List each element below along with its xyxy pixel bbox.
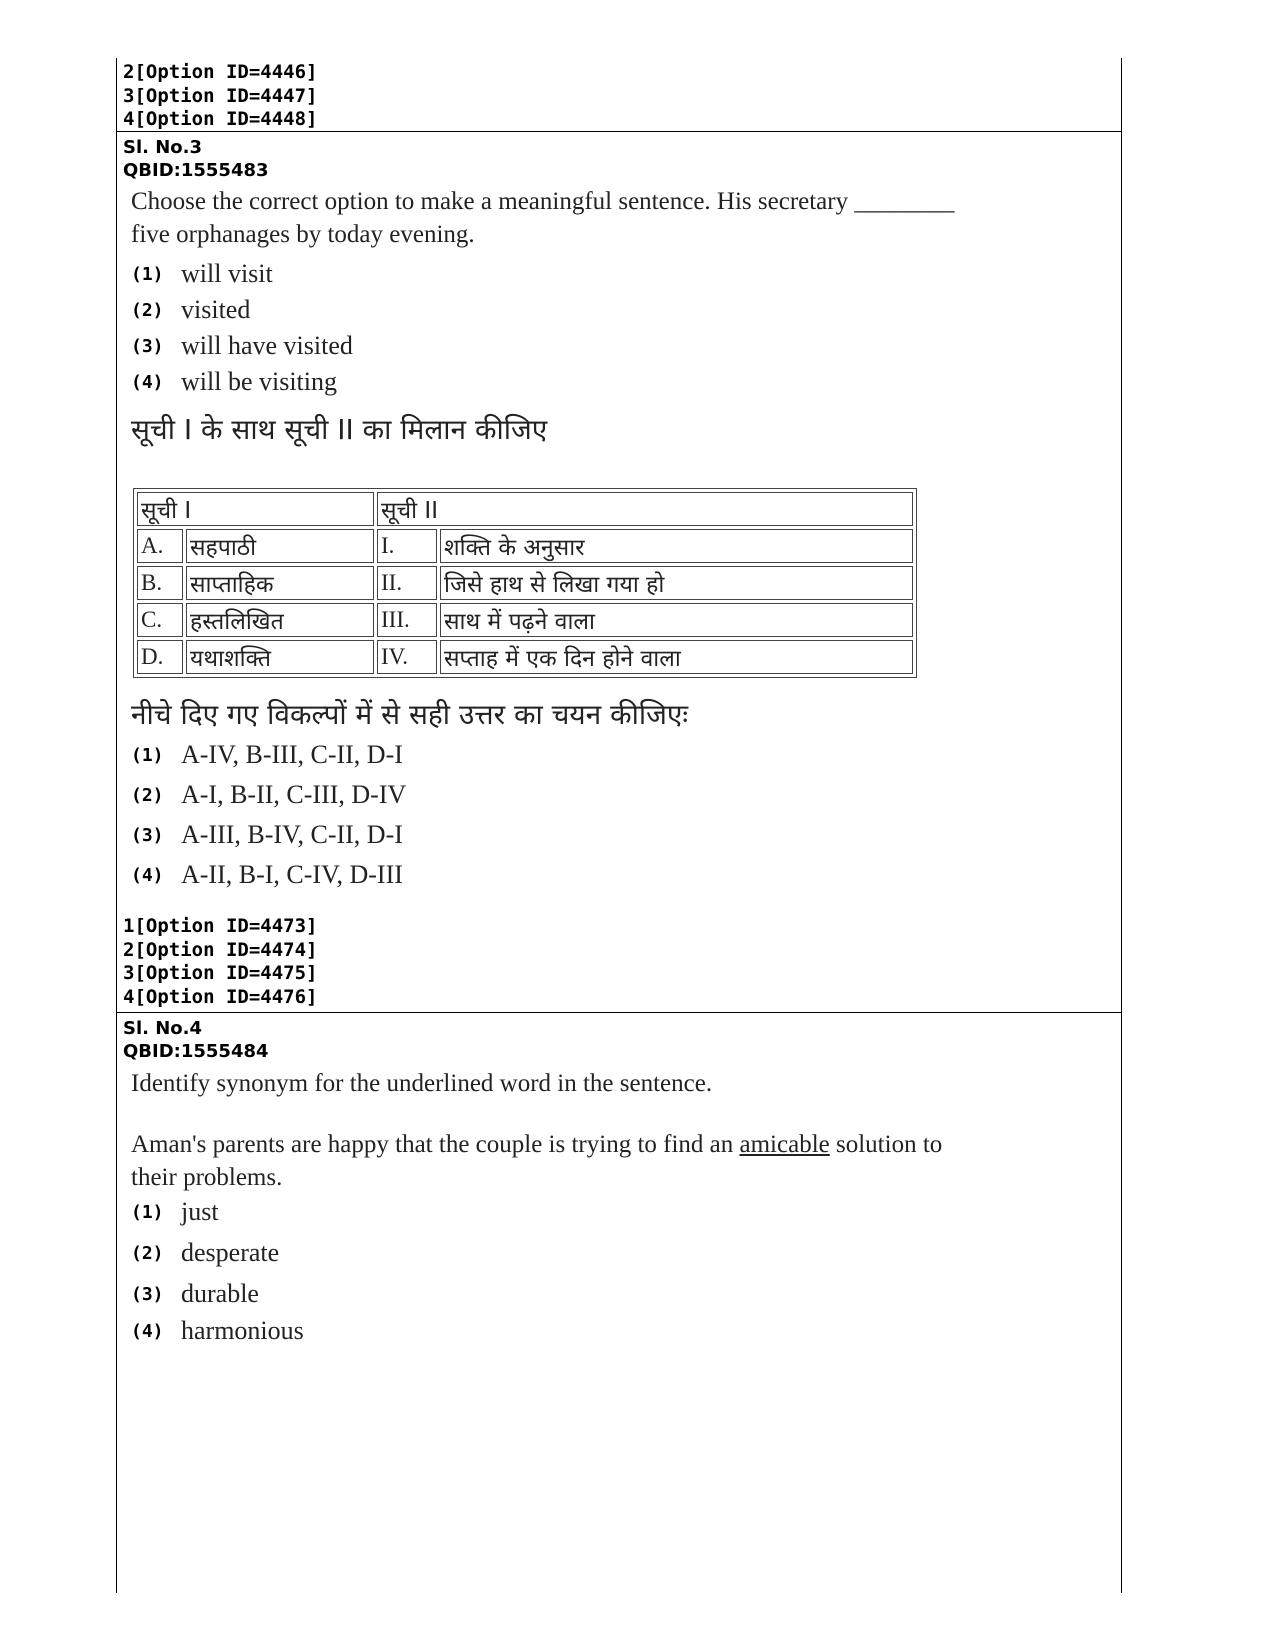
- option-id-line: 3[Option ID=4475]: [123, 962, 318, 984]
- match-option-4: [131, 857, 403, 893]
- option-number: (4): [131, 864, 164, 886]
- table-cell: D.: [137, 640, 183, 674]
- table-row: [137, 640, 913, 674]
- option-3: [131, 1276, 259, 1312]
- option-id-line: 1[Option ID=4473]: [123, 915, 318, 937]
- divider: [117, 1012, 1121, 1013]
- serial-number: Sl. No.4: [123, 1018, 203, 1039]
- option-2: [131, 292, 250, 328]
- table-cell: I.: [377, 529, 437, 563]
- table-header-cell: सूची II: [377, 492, 913, 526]
- option-number: (3): [131, 1283, 164, 1305]
- option-number: (2): [131, 784, 164, 806]
- option-id-line: 3[Option ID=4447]: [123, 84, 318, 107]
- qbid: QBID:1555484: [123, 1041, 269, 1062]
- match-option-2: [131, 777, 406, 813]
- question-3-text: [131, 185, 954, 251]
- table-cell: A.: [137, 529, 183, 563]
- table-cell: C.: [137, 603, 183, 637]
- match-heading: सूची I के साथ सूची II का मिलान कीजिए: [131, 413, 548, 446]
- question-text-line: Choose the correct option to make a meaningful sentence. His secretary ________: [131, 188, 955, 215]
- table-header-cell: सूची I: [137, 492, 374, 526]
- table-row: [137, 603, 913, 637]
- match-option-1: [131, 737, 403, 773]
- option-text: visited: [181, 295, 251, 324]
- option-number: (4): [131, 371, 164, 393]
- previous-option-ids: [117, 61, 1121, 132]
- option-id-line: 4[Option ID=4448]: [123, 108, 318, 130]
- divider: [117, 131, 1121, 132]
- table-row: [137, 566, 913, 600]
- option-text: will be visiting: [181, 367, 337, 396]
- table-cell: यथाशक्ति: [186, 640, 374, 674]
- question-3-option-ids: [117, 915, 1121, 1009]
- option-text: A-II, B-I, C-IV, D-III: [181, 860, 403, 889]
- option-number: (2): [131, 299, 164, 321]
- option-number: (1): [131, 263, 164, 285]
- choose-instruction: नीचे दिए गए विकल्पों में से सही उत्तर का चयन कीजिएः: [131, 698, 689, 731]
- question-text-line: five orphanages by today evening.: [131, 221, 475, 248]
- option-number: (3): [131, 335, 164, 357]
- table-cell: III.: [377, 603, 437, 637]
- table-cell: B.: [137, 566, 183, 600]
- table-cell: जिसे हाथ से लिखा गया हो: [440, 566, 913, 600]
- option-id-line: 4[Option ID=4476]: [123, 985, 318, 1008]
- option-number: (4): [131, 1320, 164, 1342]
- option-2: [131, 1235, 279, 1271]
- option-1: [131, 256, 273, 292]
- option-text: will visit: [181, 259, 273, 288]
- option-text: durable: [181, 1279, 259, 1308]
- table-cell: IV.: [377, 640, 437, 674]
- option-text: A-I, B-II, C-III, D-IV: [181, 780, 407, 809]
- option-1: [131, 1194, 219, 1230]
- question-4-instruction: Identify synonym for the underlined word in the sentence.: [131, 1070, 713, 1097]
- table-header-row: [137, 492, 913, 526]
- table-cell: साप्ताहिक: [186, 566, 374, 600]
- option-4: [131, 364, 337, 400]
- question-4-sentence: [131, 1128, 942, 1194]
- table-cell: साथ में पढ़ने वाला: [440, 603, 913, 637]
- option-text: A-III, B-IV, C-II, D-I: [181, 820, 403, 849]
- option-4: [131, 1313, 304, 1349]
- option-3: [131, 328, 353, 364]
- option-number: (2): [131, 1242, 164, 1264]
- table-cell: शक्ति के अनुसार: [440, 529, 913, 563]
- sentence-line: [131, 1128, 942, 1161]
- match-table: [133, 488, 917, 678]
- option-id-line: 2[Option ID=4446]: [123, 61, 318, 83]
- serial-number: Sl. No.3: [123, 137, 203, 158]
- table-cell: II.: [377, 566, 437, 600]
- sentence-line: their problems.: [131, 1164, 283, 1191]
- option-text: A-IV, B-III, C-II, D-I: [181, 740, 403, 769]
- option-text: harmonious: [181, 1316, 304, 1345]
- match-option-3: [131, 817, 403, 853]
- table-cell: सहपाठी: [186, 529, 374, 563]
- option-number: (1): [131, 1201, 164, 1223]
- table-cell: सप्ताह में एक दिन होने वाला: [440, 640, 913, 674]
- qbid: QBID:1555483: [123, 160, 269, 181]
- sentence-after: solution to: [829, 1131, 943, 1158]
- table-cell: हस्तलिखित: [186, 603, 374, 637]
- table-row: [137, 529, 913, 563]
- option-number: (1): [131, 744, 164, 766]
- underlined-word: amicable: [739, 1131, 830, 1158]
- option-number: (3): [131, 824, 164, 846]
- question-paper-frame: [116, 58, 1122, 1593]
- option-text: will have visited: [181, 331, 353, 360]
- question-3-header: [117, 136, 1121, 182]
- option-text: desperate: [181, 1238, 280, 1267]
- option-text: just: [181, 1197, 219, 1226]
- question-4-header: [117, 1017, 1121, 1063]
- sentence-before: Aman's parents are happy that the couple is trying to find an: [131, 1131, 740, 1158]
- option-id-line: 2[Option ID=4474]: [123, 938, 318, 961]
